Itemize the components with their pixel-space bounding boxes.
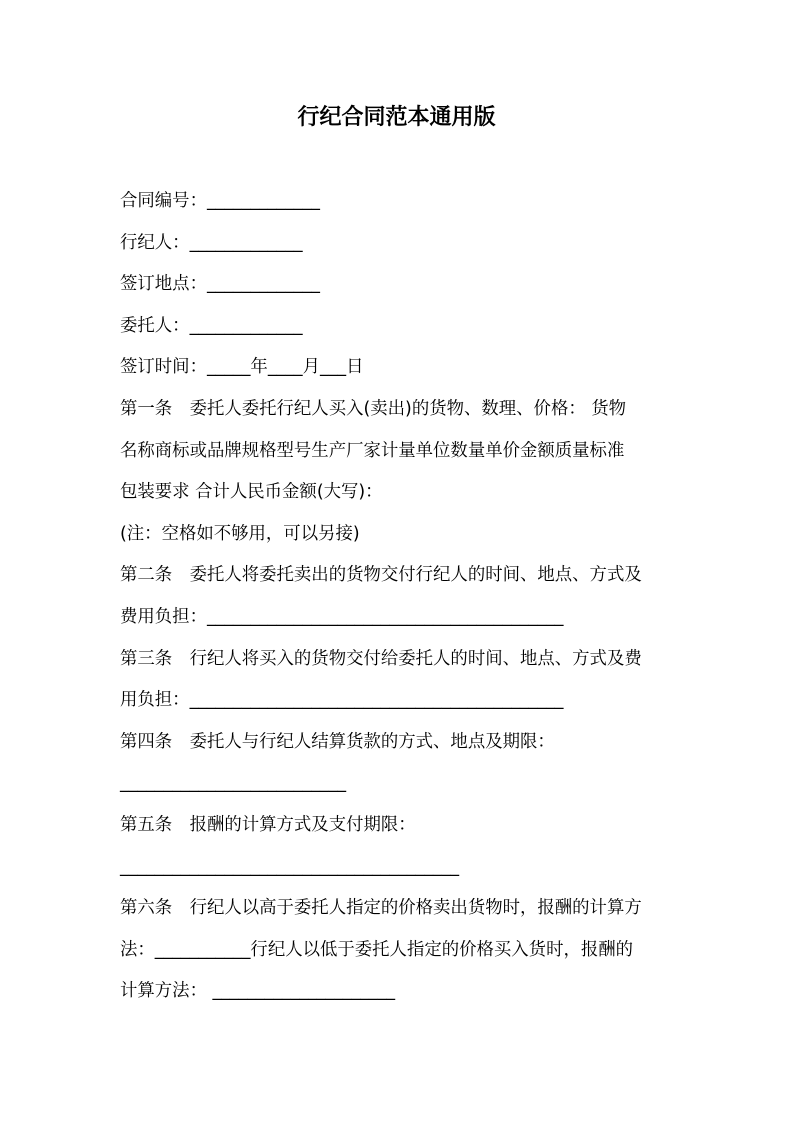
article-2-line-1: 第二条 委托人将委托卖出的货物交付行纪人的时间、地点、方式及: [120, 565, 642, 586]
article-4-line-1: 第四条 委托人与行纪人结算货款的方式、地点及期限：: [120, 731, 555, 752]
article-5-line-1: 第五条 报酬的计算方式及支付期限：: [120, 814, 416, 835]
signing-place-line: 签订地点：_____________: [120, 274, 320, 295]
article-4-blank: __________________________: [120, 773, 347, 794]
contract-number-line: 合同编号：_____________: [120, 191, 320, 211]
article-6-line-2: 法：___________行纪人以低于委托人指定的价格买入货时，报酬的: [120, 939, 634, 960]
article-1-line-3: 包装要求 合计人民币金额(大写)：: [120, 482, 383, 503]
document-body: [120, 181, 676, 1013]
article-6-line-1: 第六条 行纪人以高于委托人指定的价格卖出货物时，报酬的计算方: [120, 898, 642, 919]
article-3-line-1: 第三条 行纪人将买入的货物交付给委托人的时间、地点、方式及费: [120, 648, 642, 669]
principal-line: 委托人：_____________: [120, 315, 303, 336]
broker-line: 行纪人：_____________: [120, 232, 303, 253]
article-5-blank: _______________________________________: [120, 856, 460, 877]
article-1-note: (注：空格如不够用，可以另接): [120, 523, 360, 544]
signing-date-line: 签订时间：_____年____月___日: [120, 357, 364, 378]
article-1-line-1: 第一条 委托人委托行纪人买入(卖出)的货物、数理、价格： 货物: [120, 398, 627, 419]
article-6-line-3: 计算方法： _____________________: [120, 981, 396, 1002]
article-1-line-2: 名称商标或品牌规格型号生产厂家计量单位数量单价金额质量标准: [120, 440, 625, 461]
document-title: 行纪合同范本通用版: [297, 105, 496, 130]
article-3-line-2: 用负担：___________________________________________: [120, 690, 564, 711]
article-2-line-2: 费用负担：_________________________________________: [120, 606, 564, 627]
